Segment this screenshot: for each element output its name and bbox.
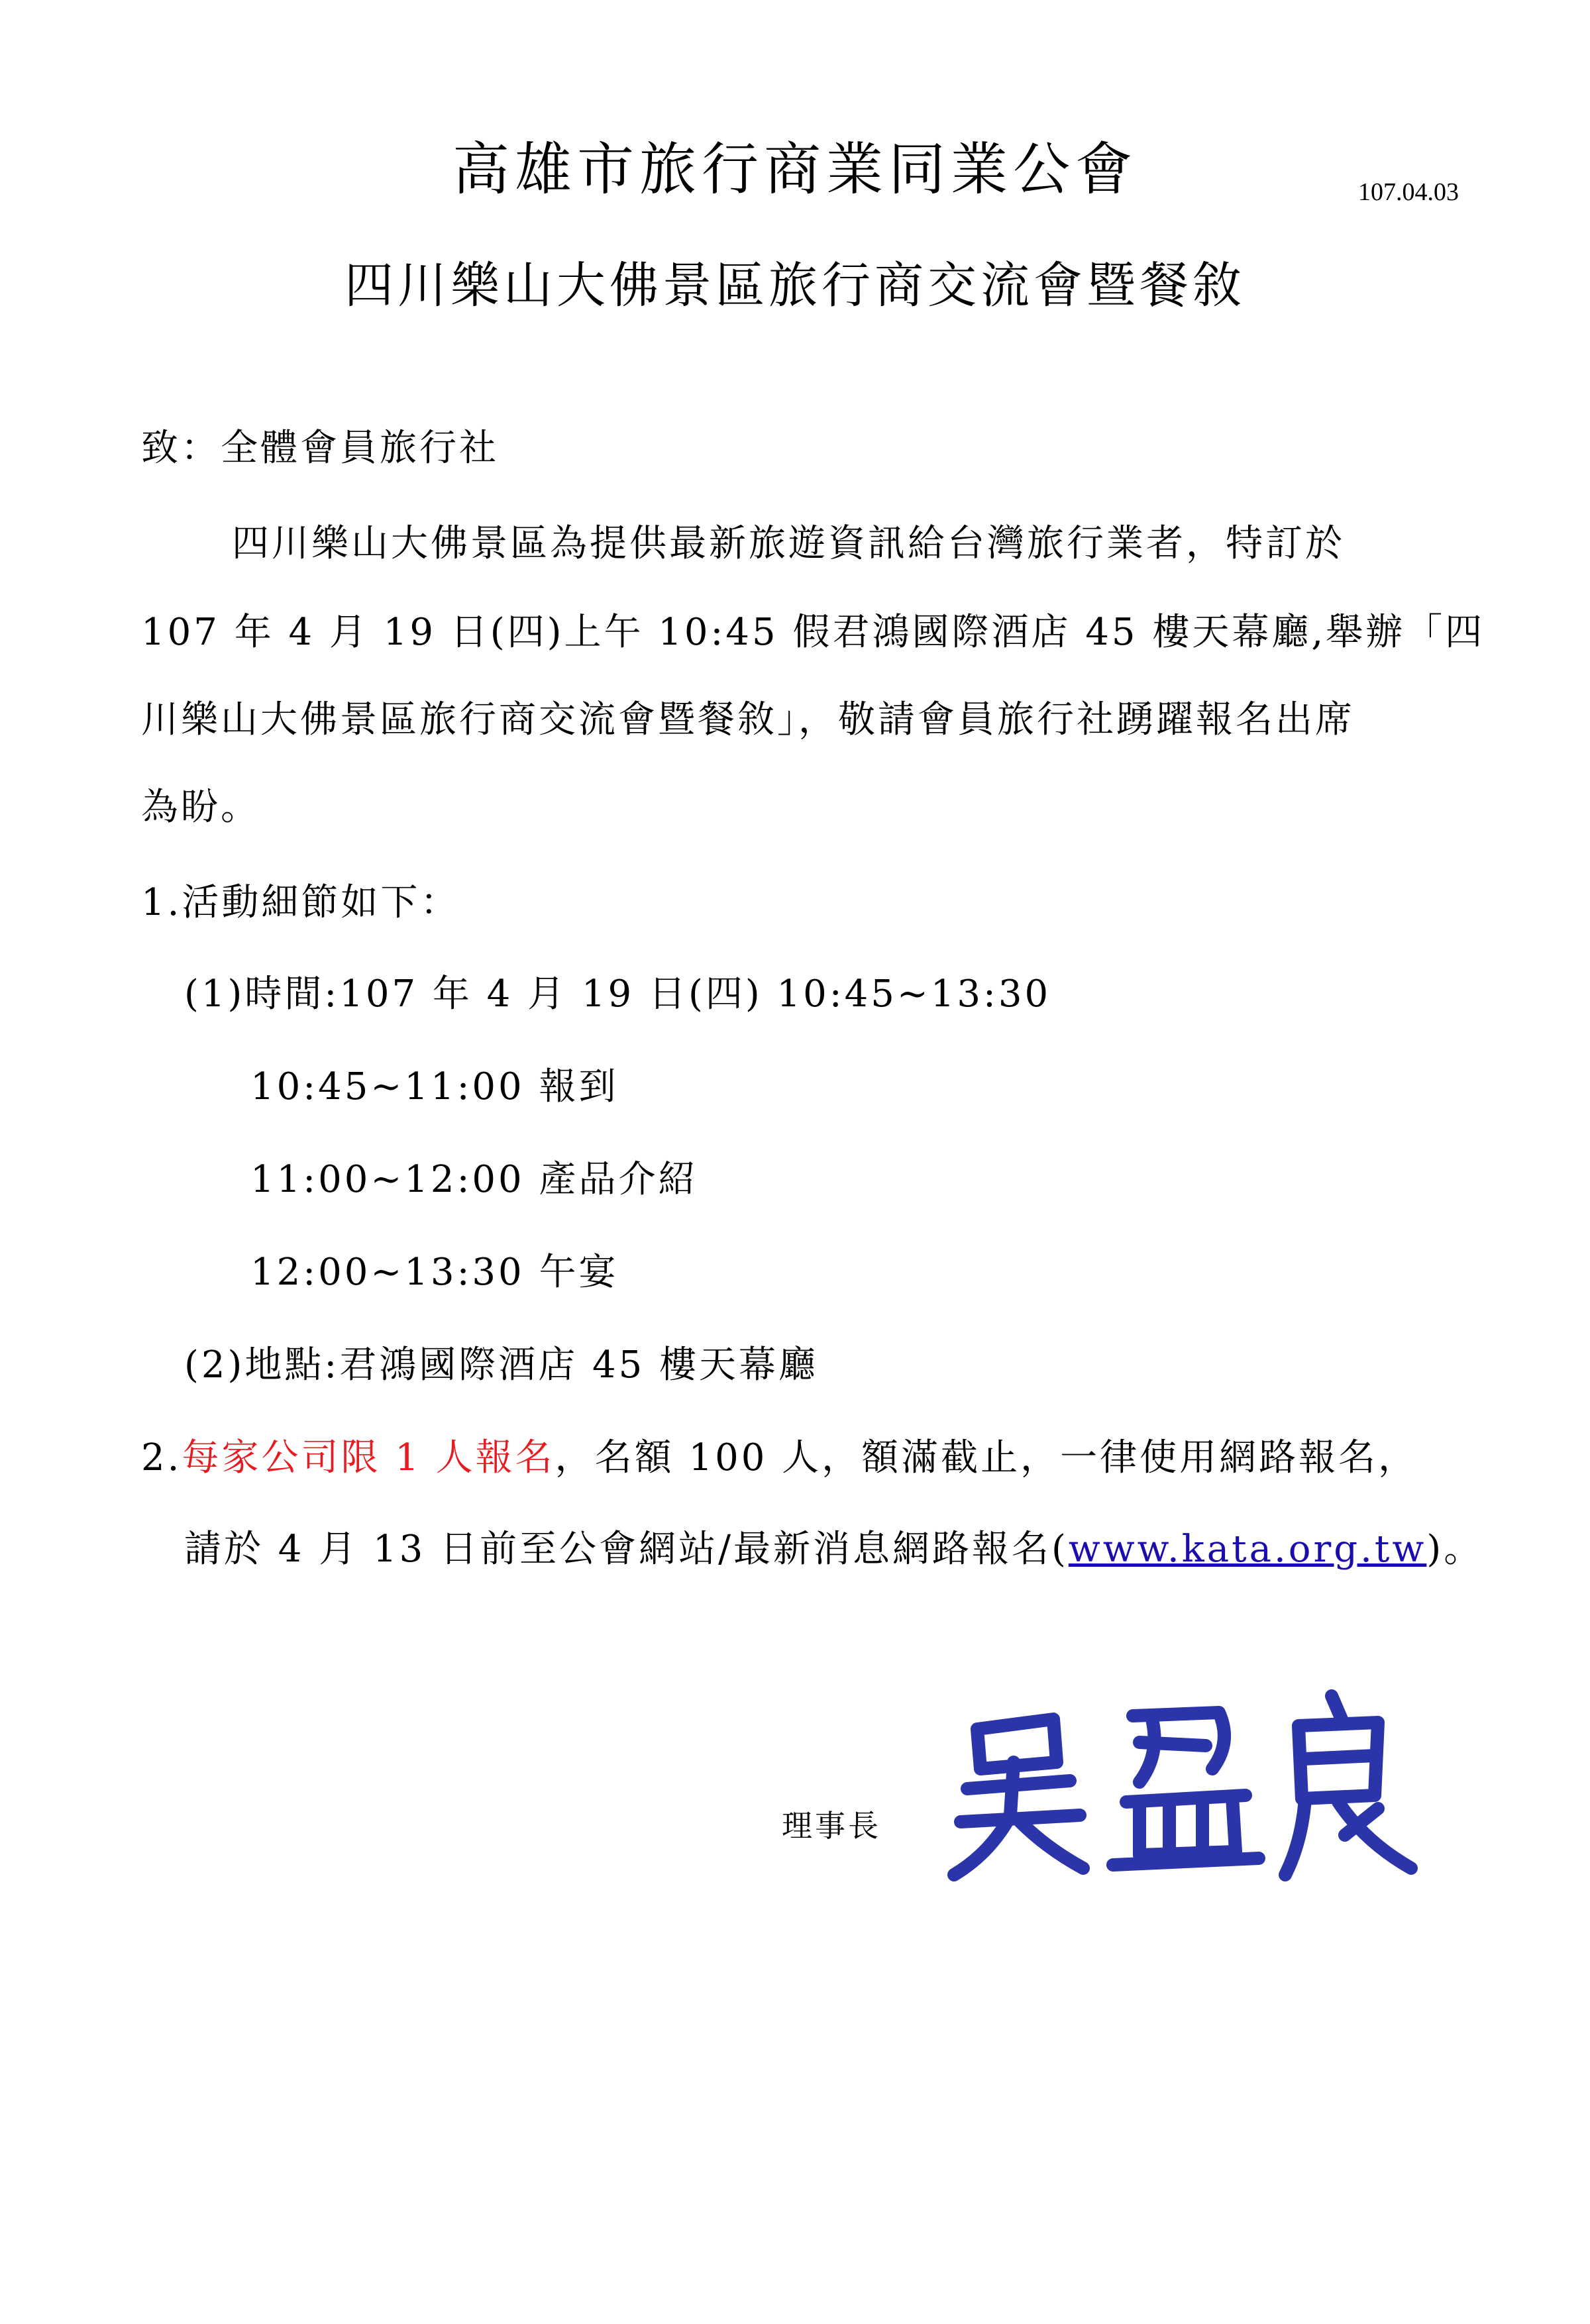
- intro-line-3: 川樂山大佛景區旅行商交流會暨餐敘」，敬請會員旅行社踴躍報名出席: [141, 698, 1355, 741]
- item-2-prefix: 請於 4 月 13 日前至公會網站/最新消息網路報名(: [184, 1528, 1069, 1571]
- item-1-location: (2)地點:君鴻國際酒店 45 樓天幕廳: [184, 1344, 819, 1387]
- event-title: 四川樂山大佛景區旅行商交流會暨餐敘: [344, 257, 1246, 314]
- website-link[interactable]: www.kata.org.tw: [1068, 1528, 1427, 1571]
- item-1-time: (1)時間:107 年 4 月 19 日(四) 10:45~13:30: [184, 973, 1051, 1016]
- intro-line-2: 107 年 4 月 19 日(四)上午 10:45 假君鴻國際酒店 45 樓天幕廳,舉辦「四: [141, 611, 1485, 654]
- item-2-number: 2.: [141, 1436, 182, 1479]
- org-title: 高雄市旅行商業同業公會: [452, 136, 1138, 203]
- document-date: 107.04.03: [1358, 178, 1459, 206]
- chairman-title: 理事長: [782, 1808, 881, 1844]
- item-1-heading: 1.活動細節如下：: [141, 881, 460, 924]
- item-2-line-2: [184, 1520, 1483, 1573]
- recipient-line: 致：全體會員旅行社: [141, 427, 499, 470]
- intro-line-1: 四川樂山大佛景區為提供最新旅遊資訊給台灣旅行業者，特訂於: [232, 522, 1345, 565]
- schedule-item: 10:45~11:00 報到: [250, 1065, 619, 1108]
- item-2-highlight: 每家公司限 1 人報名: [182, 1436, 555, 1479]
- item-2-rest: ，名額 100 人，額滿截止，一律使用網路報名，: [555, 1436, 1418, 1479]
- item-2-suffix: )。: [1426, 1528, 1484, 1571]
- intro-line-4: 為盼。: [141, 786, 260, 829]
- schedule-item: 11:00~12:00 產品介紹: [250, 1158, 698, 1201]
- signature-image: [941, 1683, 1431, 1895]
- schedule-item: 12:00~13:30 午宴: [250, 1251, 619, 1294]
- item-2-line-1: [141, 1428, 1418, 1481]
